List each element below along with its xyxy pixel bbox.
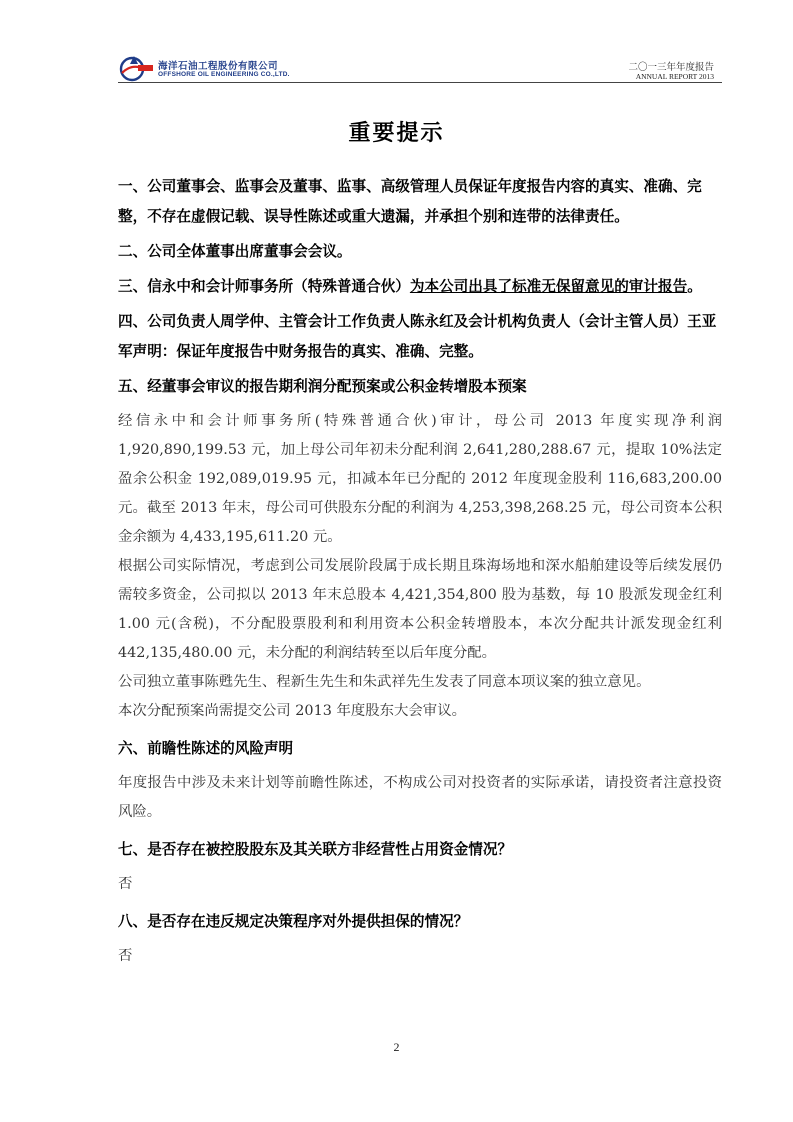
company-name-cn: 海洋石油工程股份有限公司 [158, 61, 279, 72]
company-name-en: OFFSHORE OIL ENGINEERING CO.,LTD. [158, 71, 290, 78]
section-3-text: 三、信永中和会计师事务所（特殊普通合伙） [118, 278, 410, 295]
page-header [118, 52, 722, 83]
section-4-heading: 四、公司负责人周学仲、主管会计工作负责人陈永红及会计机构负责人（会计主管人员）王亚军声明：保证年度报告中财务报告的真实、准确、完整。 [118, 313, 717, 360]
section-3-underlined-text: 为本公司出具了标准无保留意见的审计报告 [409, 278, 688, 295]
cooec-logo-icon [118, 54, 154, 82]
report-title-en: ANNUAL REPORT 2013 [635, 72, 714, 81]
section-8-heading: 八、是否存在违反规定决策程序对外提供担保的情况？ [118, 913, 469, 930]
main-content [118, 172, 722, 971]
company-logo [118, 54, 154, 82]
section-6-paragraph: 年度报告中涉及未来计划等前瞻性陈述，不构成公司对投资者的实际承诺，请投资者注意投资风险。 [118, 775, 722, 820]
page-number: 2 [393, 1040, 400, 1054]
section-5-heading: 五、经董事会审议的报告期利润分配预案或公积金转增股本预案 [118, 378, 527, 395]
section-5-paragraph-2: 根据公司实际情况，考虑到公司发展阶段属于成长期且珠海场地和深水船舶建设等后续发展仍需较多资金，公司拟以 2013 年末总股本 4,421,354,800 股为基数，每 10 股派发现金红利 1.00 元(含税)，不分配股票股利和利用资本公积金转增股本，本次分配共计派发现金红利 442,135,480.00 元，未分配的利润结转至以后年度分配。 [118, 558, 722, 661]
section-3-tail: 。 [687, 278, 702, 295]
report-title-cn: 二〇一三年年度报告 [628, 62, 714, 73]
section-8-answer: 否 [118, 948, 133, 964]
section-5-paragraph-3: 公司独立董事陈甦先生、程新生先生和朱武祥先生发表了同意本项议案的独立意见。 [118, 674, 651, 690]
section-3-heading [118, 272, 722, 302]
section-6-heading: 六、前瞻性陈述的风险声明 [118, 740, 294, 757]
section-7-answer: 否 [118, 876, 133, 892]
section-5-paragraph-4: 本次分配预案尚需提交公司 2013 年度股东大会审议。 [118, 703, 466, 719]
section-5-paragraph-1: 经信永中和会计师事务所(特殊普通合伙)审计，母公司 2013 年度实现净利润 1,920,890,199.53 元，加上母公司年初未分配利润 2,641,280,288.67 元，提取 10%法定盈余公积金 192,089,019.95 元，扣减本年已分配的 2012 年度现金股利 116,683,200.00 元。截至 2013 年末，母公司可供股东分配的利润为 4,253,398,268.25 元，母公司资本公积金余额为 4,433,195,611.20 元。 [118, 413, 722, 545]
page-title: 重要提示 [348, 121, 445, 146]
section-7-heading: 七、是否存在被控股股东及其关联方非经营性占用资金情况？ [118, 841, 513, 858]
section-2-heading: 二、公司全体董事出席董事会会议。 [118, 243, 352, 260]
section-1-heading: 一、公司董事会、监事会及董事、监事、高级管理人员保证年度报告内容的真实、准确、完整，不存在虚假记载、误导性陈述或重大遗漏，并承担个别和连带的法律责任。 [118, 178, 702, 225]
